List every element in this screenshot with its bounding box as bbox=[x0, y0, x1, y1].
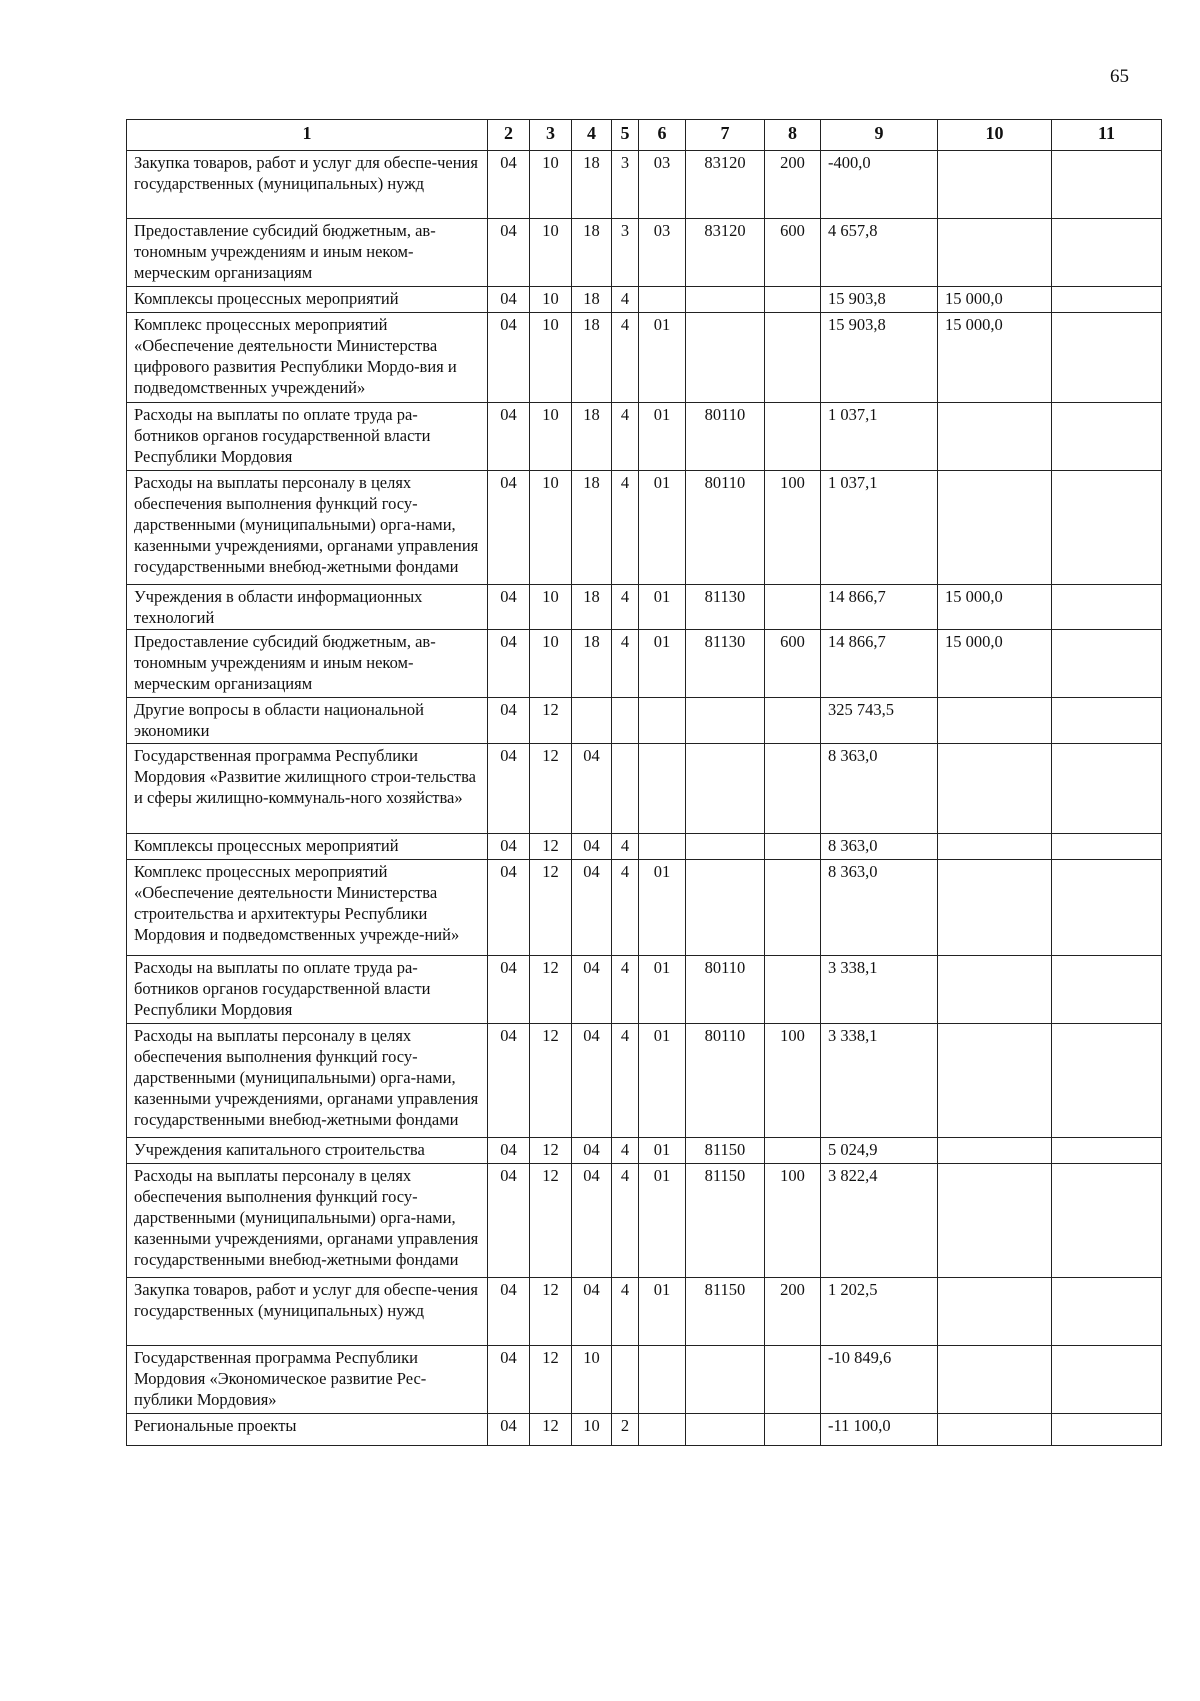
cell-col-8: 100 bbox=[765, 1024, 821, 1138]
cell-col-3: 10 bbox=[530, 219, 572, 287]
cell-col-8 bbox=[765, 956, 821, 1024]
cell-col-8 bbox=[765, 1138, 821, 1164]
cell-col-9: 14 866,7 bbox=[821, 585, 938, 630]
cell-col-11 bbox=[1052, 630, 1162, 698]
cell-col-6: 01 bbox=[639, 403, 686, 471]
cell-col-5: 3 bbox=[612, 219, 639, 287]
cell-col-11 bbox=[1052, 471, 1162, 585]
cell-col-7: 80110 bbox=[686, 1024, 765, 1138]
cell-col-6: 01 bbox=[639, 585, 686, 630]
cell-col-3: 12 bbox=[530, 1414, 572, 1446]
table-row bbox=[127, 860, 1162, 956]
cell-col-2: 04 bbox=[488, 860, 530, 956]
cell-col-5: 4 bbox=[612, 585, 639, 630]
cell-col-3: 12 bbox=[530, 834, 572, 860]
cell-col-8 bbox=[765, 698, 821, 744]
cell-col-3: 10 bbox=[530, 403, 572, 471]
cell-col-10 bbox=[938, 151, 1052, 219]
cell-col-4: 04 bbox=[572, 860, 612, 956]
cell-col-11 bbox=[1052, 834, 1162, 860]
cell-col-9: -10 849,6 bbox=[821, 1346, 938, 1414]
cell-col-5: 4 bbox=[612, 834, 639, 860]
row-name-cell: Государственная программа Республики Мордовия «Развитие жилищного строи-тельства и сферы жилищно-коммуналь-ного хозяйства» bbox=[127, 744, 488, 834]
cell-col-2: 04 bbox=[488, 834, 530, 860]
cell-col-7: 81150 bbox=[686, 1278, 765, 1346]
cell-col-7: 81150 bbox=[686, 1138, 765, 1164]
column-header: 6 bbox=[639, 120, 686, 151]
cell-col-5: 4 bbox=[612, 313, 639, 403]
cell-col-7: 80110 bbox=[686, 956, 765, 1024]
cell-col-8: 100 bbox=[765, 1164, 821, 1278]
cell-col-2: 04 bbox=[488, 403, 530, 471]
table-row bbox=[127, 151, 1162, 219]
table-row bbox=[127, 403, 1162, 471]
cell-col-11 bbox=[1052, 1138, 1162, 1164]
cell-col-10: 15 000,0 bbox=[938, 287, 1052, 313]
cell-col-5: 4 bbox=[612, 287, 639, 313]
cell-col-6: 01 bbox=[639, 1024, 686, 1138]
cell-col-9: 1 037,1 bbox=[821, 403, 938, 471]
table-row bbox=[127, 287, 1162, 313]
column-header: 3 bbox=[530, 120, 572, 151]
cell-col-10 bbox=[938, 219, 1052, 287]
cell-col-2: 04 bbox=[488, 313, 530, 403]
cell-col-8 bbox=[765, 1346, 821, 1414]
cell-col-2: 04 bbox=[488, 1278, 530, 1346]
table-row bbox=[127, 1346, 1162, 1414]
cell-col-2: 04 bbox=[488, 630, 530, 698]
cell-col-11 bbox=[1052, 698, 1162, 744]
cell-col-3: 12 bbox=[530, 1346, 572, 1414]
table-row bbox=[127, 585, 1162, 630]
cell-col-2: 04 bbox=[488, 1024, 530, 1138]
cell-col-7: 83120 bbox=[686, 219, 765, 287]
table-row bbox=[127, 1414, 1162, 1446]
cell-col-10 bbox=[938, 1414, 1052, 1446]
cell-col-6: 01 bbox=[639, 1278, 686, 1346]
cell-col-8 bbox=[765, 834, 821, 860]
cell-col-4: 18 bbox=[572, 313, 612, 403]
cell-col-10 bbox=[938, 403, 1052, 471]
cell-col-2: 04 bbox=[488, 585, 530, 630]
table-row bbox=[127, 1278, 1162, 1346]
cell-col-3: 12 bbox=[530, 860, 572, 956]
row-name-cell: Государственная программа Республики Мордовия «Экономическое развитие Рес-публики Мордовия» bbox=[127, 1346, 488, 1414]
cell-col-6: 01 bbox=[639, 1138, 686, 1164]
cell-col-4: 04 bbox=[572, 1024, 612, 1138]
cell-col-3: 10 bbox=[530, 585, 572, 630]
cell-col-4: 04 bbox=[572, 834, 612, 860]
table-row bbox=[127, 630, 1162, 698]
cell-col-2: 04 bbox=[488, 1138, 530, 1164]
cell-col-11 bbox=[1052, 1164, 1162, 1278]
table-header-row bbox=[127, 120, 1162, 151]
cell-col-7 bbox=[686, 313, 765, 403]
cell-col-9: 14 866,7 bbox=[821, 630, 938, 698]
cell-col-10: 15 000,0 bbox=[938, 313, 1052, 403]
cell-col-11 bbox=[1052, 313, 1162, 403]
cell-col-4: 04 bbox=[572, 744, 612, 834]
cell-col-8 bbox=[765, 744, 821, 834]
cell-col-2: 04 bbox=[488, 1346, 530, 1414]
cell-col-5: 3 bbox=[612, 151, 639, 219]
column-header: 1 bbox=[127, 120, 488, 151]
budget-table bbox=[126, 119, 1162, 1446]
cell-col-10 bbox=[938, 956, 1052, 1024]
cell-col-7: 81150 bbox=[686, 1164, 765, 1278]
cell-col-5: 4 bbox=[612, 860, 639, 956]
cell-col-6: 01 bbox=[639, 471, 686, 585]
cell-col-4: 18 bbox=[572, 471, 612, 585]
cell-col-10 bbox=[938, 860, 1052, 956]
table-row bbox=[127, 219, 1162, 287]
cell-col-11 bbox=[1052, 219, 1162, 287]
cell-col-11 bbox=[1052, 860, 1162, 956]
cell-col-7 bbox=[686, 834, 765, 860]
row-name-cell: Расходы на выплаты персоналу в целях обеспечения выполнения функций госу-дарственными (муниципальными) орга-нами, казенными учреждениями, органами управления государственными внебюд-жетными фондами bbox=[127, 1024, 488, 1138]
cell-col-9: 8 363,0 bbox=[821, 860, 938, 956]
cell-col-11 bbox=[1052, 1346, 1162, 1414]
cell-col-3: 10 bbox=[530, 471, 572, 585]
cell-col-10 bbox=[938, 834, 1052, 860]
cell-col-7: 81130 bbox=[686, 630, 765, 698]
cell-col-7: 80110 bbox=[686, 403, 765, 471]
cell-col-2: 04 bbox=[488, 956, 530, 1024]
column-header: 8 bbox=[765, 120, 821, 151]
cell-col-6 bbox=[639, 1414, 686, 1446]
cell-col-4: 04 bbox=[572, 1164, 612, 1278]
column-header: 7 bbox=[686, 120, 765, 151]
cell-col-8 bbox=[765, 287, 821, 313]
row-name-cell: Комплекс процессных мероприятий «Обеспечение деятельности Министерства строительства и архитектуры Республики Мордовия и подведомственных учрежде-ний» bbox=[127, 860, 488, 956]
cell-col-4: 18 bbox=[572, 403, 612, 471]
cell-col-3: 12 bbox=[530, 1138, 572, 1164]
cell-col-9: 15 903,8 bbox=[821, 313, 938, 403]
cell-col-3: 12 bbox=[530, 1164, 572, 1278]
cell-col-8 bbox=[765, 585, 821, 630]
cell-col-5: 4 bbox=[612, 1138, 639, 1164]
cell-col-10: 15 000,0 bbox=[938, 630, 1052, 698]
row-name-cell: Расходы на выплаты по оплате труда ра-ботников органов государственной власти Республики Мордовия bbox=[127, 403, 488, 471]
cell-col-7 bbox=[686, 698, 765, 744]
cell-col-11 bbox=[1052, 1278, 1162, 1346]
cell-col-3: 10 bbox=[530, 313, 572, 403]
cell-col-3: 12 bbox=[530, 956, 572, 1024]
column-header: 10 bbox=[938, 120, 1052, 151]
cell-col-7 bbox=[686, 1346, 765, 1414]
table-row bbox=[127, 744, 1162, 834]
cell-col-5: 4 bbox=[612, 630, 639, 698]
cell-col-10: 15 000,0 bbox=[938, 585, 1052, 630]
table-row bbox=[127, 313, 1162, 403]
cell-col-8: 600 bbox=[765, 219, 821, 287]
cell-col-11 bbox=[1052, 744, 1162, 834]
cell-col-9: 8 363,0 bbox=[821, 834, 938, 860]
table-row bbox=[127, 834, 1162, 860]
cell-col-10 bbox=[938, 1278, 1052, 1346]
table-row bbox=[127, 956, 1162, 1024]
cell-col-7 bbox=[686, 860, 765, 956]
cell-col-3: 12 bbox=[530, 1024, 572, 1138]
cell-col-10 bbox=[938, 471, 1052, 585]
cell-col-7 bbox=[686, 1414, 765, 1446]
cell-col-8 bbox=[765, 1414, 821, 1446]
cell-col-5: 2 bbox=[612, 1414, 639, 1446]
cell-col-9: -400,0 bbox=[821, 151, 938, 219]
cell-col-2: 04 bbox=[488, 744, 530, 834]
column-header: 9 bbox=[821, 120, 938, 151]
cell-col-2: 04 bbox=[488, 698, 530, 744]
row-name-cell: Другие вопросы в области национальной экономики bbox=[127, 698, 488, 744]
column-header: 11 bbox=[1052, 120, 1162, 151]
cell-col-2: 04 bbox=[488, 151, 530, 219]
cell-col-7: 80110 bbox=[686, 471, 765, 585]
cell-col-4: 04 bbox=[572, 1138, 612, 1164]
column-header: 2 bbox=[488, 120, 530, 151]
cell-col-7: 83120 bbox=[686, 151, 765, 219]
cell-col-3: 12 bbox=[530, 1278, 572, 1346]
cell-col-5: 4 bbox=[612, 1278, 639, 1346]
row-name-cell: Учреждения капитального строительства bbox=[127, 1138, 488, 1164]
cell-col-8 bbox=[765, 313, 821, 403]
cell-col-2: 04 bbox=[488, 1414, 530, 1446]
cell-col-6 bbox=[639, 744, 686, 834]
cell-col-8 bbox=[765, 403, 821, 471]
cell-col-5: 4 bbox=[612, 471, 639, 585]
cell-col-6 bbox=[639, 287, 686, 313]
cell-col-4: 18 bbox=[572, 585, 612, 630]
cell-col-7: 81130 bbox=[686, 585, 765, 630]
cell-col-11 bbox=[1052, 287, 1162, 313]
cell-col-4: 18 bbox=[572, 151, 612, 219]
cell-col-4: 04 bbox=[572, 956, 612, 1024]
cell-col-2: 04 bbox=[488, 471, 530, 585]
cell-col-6: 03 bbox=[639, 219, 686, 287]
cell-col-6: 01 bbox=[639, 313, 686, 403]
cell-col-4: 18 bbox=[572, 287, 612, 313]
cell-col-4 bbox=[572, 698, 612, 744]
cell-col-6: 01 bbox=[639, 956, 686, 1024]
cell-col-9: 5 024,9 bbox=[821, 1138, 938, 1164]
cell-col-8 bbox=[765, 860, 821, 956]
cell-col-10 bbox=[938, 1164, 1052, 1278]
row-name-cell: Учреждения в области информационных технологий bbox=[127, 585, 488, 630]
table-row bbox=[127, 1138, 1162, 1164]
cell-col-5: 4 bbox=[612, 956, 639, 1024]
table-row bbox=[127, 1024, 1162, 1138]
cell-col-8: 200 bbox=[765, 151, 821, 219]
cell-col-4: 04 bbox=[572, 1278, 612, 1346]
cell-col-5: 4 bbox=[612, 403, 639, 471]
table-body bbox=[127, 151, 1162, 1446]
cell-col-11 bbox=[1052, 956, 1162, 1024]
cell-col-2: 04 bbox=[488, 1164, 530, 1278]
cell-col-4: 10 bbox=[572, 1346, 612, 1414]
cell-col-6: 01 bbox=[639, 630, 686, 698]
cell-col-5 bbox=[612, 744, 639, 834]
cell-col-9: 3 822,4 bbox=[821, 1164, 938, 1278]
cell-col-6 bbox=[639, 1346, 686, 1414]
cell-col-10 bbox=[938, 1024, 1052, 1138]
cell-col-11 bbox=[1052, 151, 1162, 219]
cell-col-4: 18 bbox=[572, 219, 612, 287]
cell-col-9: 3 338,1 bbox=[821, 1024, 938, 1138]
row-name-cell: Комплексы процессных мероприятий bbox=[127, 287, 488, 313]
table-row bbox=[127, 1164, 1162, 1278]
cell-col-6: 01 bbox=[639, 860, 686, 956]
row-name-cell: Региональные проекты bbox=[127, 1414, 488, 1446]
cell-col-6 bbox=[639, 698, 686, 744]
column-header: 4 bbox=[572, 120, 612, 151]
cell-col-3: 10 bbox=[530, 151, 572, 219]
cell-col-6: 01 bbox=[639, 1164, 686, 1278]
cell-col-8: 200 bbox=[765, 1278, 821, 1346]
row-name-cell: Закупка товаров, работ и услуг для обеспе-чения государственных (муниципальных) нужд bbox=[127, 151, 488, 219]
cell-col-4: 18 bbox=[572, 630, 612, 698]
cell-col-9: 1 037,1 bbox=[821, 471, 938, 585]
table-row bbox=[127, 698, 1162, 744]
cell-col-11 bbox=[1052, 585, 1162, 630]
row-name-cell: Предоставление субсидий бюджетным, ав-тономным учреждениям и иным неком-мерческим организациям bbox=[127, 630, 488, 698]
cell-col-7 bbox=[686, 287, 765, 313]
cell-col-4: 10 bbox=[572, 1414, 612, 1446]
cell-col-9: -11 100,0 bbox=[821, 1414, 938, 1446]
cell-col-10 bbox=[938, 1138, 1052, 1164]
cell-col-9: 8 363,0 bbox=[821, 744, 938, 834]
cell-col-5: 4 bbox=[612, 1164, 639, 1278]
cell-col-9: 325 743,5 bbox=[821, 698, 938, 744]
cell-col-9: 1 202,5 bbox=[821, 1278, 938, 1346]
cell-col-9: 4 657,8 bbox=[821, 219, 938, 287]
row-name-cell: Комплекс процессных мероприятий «Обеспечение деятельности Министерства цифрового развития Республики Мордо-вия и подведомственных учреждений» bbox=[127, 313, 488, 403]
cell-col-3: 10 bbox=[530, 630, 572, 698]
cell-col-10 bbox=[938, 1346, 1052, 1414]
cell-col-8: 100 bbox=[765, 471, 821, 585]
cell-col-11 bbox=[1052, 1414, 1162, 1446]
column-header: 5 bbox=[612, 120, 639, 151]
cell-col-3: 12 bbox=[530, 744, 572, 834]
cell-col-2: 04 bbox=[488, 287, 530, 313]
cell-col-6: 03 bbox=[639, 151, 686, 219]
row-name-cell: Расходы на выплаты по оплате труда ра-ботников органов государственной власти Республики Мордовия bbox=[127, 956, 488, 1024]
cell-col-5 bbox=[612, 1346, 639, 1414]
row-name-cell: Предоставление субсидий бюджетным, ав-тономным учреждениям и иным неком-мерческим организациям bbox=[127, 219, 488, 287]
cell-col-2: 04 bbox=[488, 219, 530, 287]
row-name-cell: Закупка товаров, работ и услуг для обеспе-чения государственных (муниципальных) нужд bbox=[127, 1278, 488, 1346]
cell-col-11 bbox=[1052, 1024, 1162, 1138]
cell-col-7 bbox=[686, 744, 765, 834]
cell-col-11 bbox=[1052, 403, 1162, 471]
cell-col-3: 10 bbox=[530, 287, 572, 313]
row-name-cell: Расходы на выплаты персоналу в целях обеспечения выполнения функций госу-дарственными (муниципальными) орга-нами, казенными учреждениями, органами управления государственными внебюд-жетными фондами bbox=[127, 471, 488, 585]
page-number: 65 bbox=[1110, 66, 1129, 87]
cell-col-3: 12 bbox=[530, 698, 572, 744]
row-name-cell: Комплексы процессных мероприятий bbox=[127, 834, 488, 860]
cell-col-10 bbox=[938, 744, 1052, 834]
cell-col-10 bbox=[938, 698, 1052, 744]
cell-col-5 bbox=[612, 698, 639, 744]
cell-col-8: 600 bbox=[765, 630, 821, 698]
cell-col-9: 3 338,1 bbox=[821, 956, 938, 1024]
cell-col-5: 4 bbox=[612, 1024, 639, 1138]
table-row bbox=[127, 471, 1162, 585]
row-name-cell: Расходы на выплаты персоналу в целях обеспечения выполнения функций госу-дарственными (муниципальными) орга-нами, казенными учреждениями, органами управления государственными внебюд-жетными фондами bbox=[127, 1164, 488, 1278]
cell-col-9: 15 903,8 bbox=[821, 287, 938, 313]
cell-col-6 bbox=[639, 834, 686, 860]
